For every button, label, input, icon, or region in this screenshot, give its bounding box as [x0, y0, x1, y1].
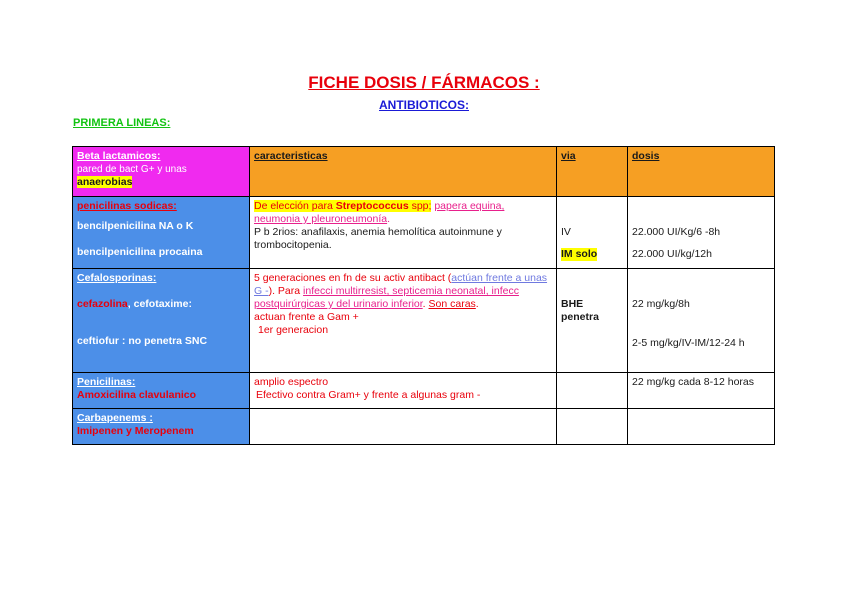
row2-char-e: . [422, 298, 429, 310]
row3-drug: Amoxicilina clavulanico [77, 389, 197, 401]
row2-via-cell [557, 269, 628, 373]
row2-drug-cell [73, 269, 250, 373]
header-via: via [561, 150, 576, 162]
header-beta-lactamicos: Beta lactamicos: [77, 150, 161, 162]
header-beta-highlight: anaerobias [77, 176, 133, 188]
header-caracteristicas: caracteristicas [254, 150, 328, 162]
row1-char-f: P b 2rios: anafilaxis, anemia hemolítica autoinmune y trombocitopenia. [254, 226, 502, 251]
header-cell-dosis [628, 147, 775, 197]
section-heading: PRIMERA LINEAS: [73, 117, 171, 129]
header-dosis: dosis [632, 150, 660, 162]
row2-char-i: 1er generacion [258, 324, 329, 336]
row2-char-d: infecci multirresist, septicemia neonatal, infecc postquirúrgicas y del urinario inferior [254, 285, 519, 310]
row2-char-cell [250, 269, 557, 373]
table-row [73, 373, 775, 409]
row1-char-e: . [387, 213, 391, 225]
row2-char-h: actuan frente a Gam + [254, 311, 359, 323]
header-cell-via [557, 147, 628, 197]
row3-char-cell [250, 373, 557, 409]
row2-drug2: ceftiofur : no penetra SNC [77, 335, 208, 347]
row4-via-cell [557, 409, 628, 445]
row2-dose1: 22 mg/kg/8h [632, 298, 690, 310]
row2-char-g: . [475, 298, 479, 310]
row2-via: BHE penetra [561, 298, 599, 323]
row4-group: Carbapenems : [77, 412, 153, 424]
row2-char-b: actúan frente a unas G - [254, 272, 548, 297]
row3-char1: amplio espectro [254, 376, 329, 388]
row3-group: Penicilinas: [77, 376, 136, 388]
row1-dose-cell [628, 197, 775, 269]
row1-char-c: spp; [408, 200, 432, 212]
page-subtitle: ANTIBIOTICOS: [379, 98, 469, 112]
table-header-row [73, 147, 775, 197]
row1-via2: IM solo [561, 248, 598, 260]
table-row [73, 409, 775, 445]
row1-char-a: De elección para [254, 200, 336, 212]
row1-drug-cell [73, 197, 250, 269]
header-cell-caracteristicas [250, 147, 557, 197]
row2-dose-cell [628, 269, 775, 373]
row1-drug2: bencilpenicilina procaina [77, 246, 203, 258]
row1-dose2: 22.000 UI/kg/12h [632, 248, 712, 260]
header-cell-beta-lactamicos [73, 147, 250, 197]
table-row [73, 197, 775, 269]
row4-char-cell [250, 409, 557, 445]
row2-char-a: 5 generaciones en fn de su activ antibact ( [254, 272, 452, 284]
row2-char-f: Son caras [428, 298, 476, 310]
row3-drug-cell [73, 373, 250, 409]
row2-drug1b: , cefotaxime: [127, 298, 192, 310]
row1-char-d: papera equina, neumonia y pleuroneumonía [254, 200, 505, 225]
row1-char-cell [250, 197, 557, 269]
antibiotics-table [72, 146, 775, 445]
page-title: FICHE DOSIS / FÁRMACOS : [308, 73, 540, 92]
row3-via-cell [557, 373, 628, 409]
row1-group: penicilinas sodicas: [77, 200, 177, 212]
row4-dose-cell [628, 409, 775, 445]
row4-drug-cell [73, 409, 250, 445]
row3-dose-cell [628, 373, 775, 409]
row2-char-c: ). Para [268, 285, 304, 297]
row1-via1: IV [561, 226, 571, 238]
table-row [73, 269, 775, 373]
header-beta-desc: pared de bact G+ y unas [77, 164, 187, 175]
row1-dose1: 22.000 UI/Kg/6 -8h [632, 226, 721, 238]
row1-drug1: bencilpenicilina NA o K [77, 220, 194, 232]
row2-dose2: 2-5 mg/kg/IV-IM/12-24 h [632, 337, 745, 349]
row2-group: Cefalosporinas: [77, 272, 157, 284]
row4-drug: Imipenen y Meropenem [77, 425, 194, 437]
row1-via-cell [557, 197, 628, 269]
row2-drug1a: cefazolina [77, 298, 128, 310]
row3-char2: Efectivo contra Gram+ y frente a algunas gram - [256, 389, 481, 401]
row1-char-b: Streptococcus [335, 200, 409, 212]
row3-dose: 22 mg/kg cada 8-12 horas [632, 376, 754, 388]
